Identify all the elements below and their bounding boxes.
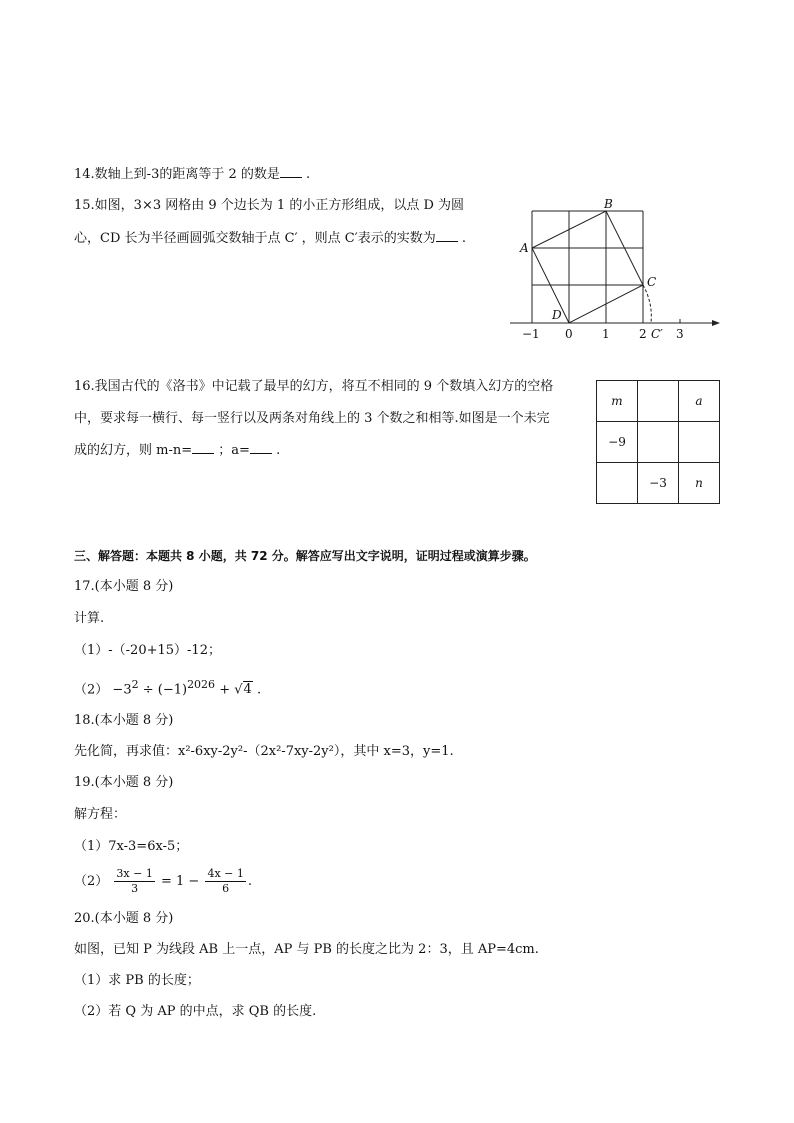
tick-label: 0 [565,327,573,341]
tick-label: −1 [522,327,540,341]
question-14 [74,165,310,184]
q18-head: 18.(本小题 8 分) [74,713,174,728]
q14-text: 14.数轴上到-3的距离等于 2 的数是 [74,167,280,182]
square-abcd [532,211,643,323]
numerator: 4x − 1 [207,867,244,880]
grid-number-line-figure [508,195,724,345]
q15-line1: 15.如图，3×3 网格由 9 个边长为 1 的小正方形组成，以点 D 为圆 [74,198,465,213]
part-label: （2） [74,682,109,698]
radicand: 4 [243,682,252,698]
q20-part2: （2）若 Q 为 AP 的中点，求 QB 的长度. [74,1004,317,1019]
magic-cell: n [679,463,720,504]
q16-line3b: ；a= [218,443,250,458]
q17-head: 17.(本小题 8 分) [74,579,174,594]
numerator: 3x − 1 [116,867,153,880]
label-A: A [520,241,529,255]
exponent: 2026 [187,678,216,691]
magic-cell [638,381,679,422]
axis-arrow-icon [712,320,720,326]
q16-line1: 16.我国古代的《洛书》中记载了最早的幻方，将互不相同的 9 个数填入幻方的空格 [74,379,554,394]
magic-cell [597,463,638,504]
tick-label: 2 [639,327,647,341]
q20-head: 20.(本小题 8 分) [74,911,174,926]
period: . [256,682,262,698]
answer-blank [250,441,272,454]
q17-part1: （1）-（-20+15）-12； [74,643,221,658]
magic-cell: a [679,381,720,422]
q17-intro: 计算. [74,611,105,626]
denominator: 3 [131,882,139,895]
math: = 1 − [160,874,200,889]
q20-part1: （1）求 PB 的长度； [74,973,200,988]
q18-text: 先化简，再求值：x²-6xy-2y²-（2x²-7xy-2y²），其中 x=3，y=1. [74,744,454,759]
answer-blank [280,165,302,178]
q19-part1: （1）7x-3=6x-5； [74,839,189,854]
question-16-line3 [74,441,280,460]
magic-cell: −3 [638,463,679,504]
magic-square [596,380,720,504]
q20-text: 如图，已知 P 为线段 AB 上一点，AP 与 PB 的长度之比为 2：3，且 AP=4cm. [74,942,539,957]
fraction [114,867,154,896]
section-3-heading: 三、解答题：本题共 8 小题，共 72 分。解答应写出文字说明，证明过程或演算步骤。 [74,549,536,563]
q15-tail: . [461,231,466,246]
exponent: 2 [131,678,139,691]
q15-line2: 心，CD 长为半径画圆弧交数轴于点 C′ ，则点 C′表示的实数为 [74,231,436,246]
magic-cell [638,422,679,463]
period: . [247,874,253,889]
math: ÷ (−1) [138,682,188,698]
magic-cell: −9 [597,422,638,463]
arc-dashed [643,285,651,323]
label-C: C [647,275,657,289]
magic-cell: m [597,381,638,422]
q16-line3a: 成的幻方，则 m-n= [74,443,193,458]
tick-label: 3 [676,327,684,341]
label-B: B [604,197,613,211]
q19-head: 19.(本小题 8 分) [74,775,174,790]
math: −3 [112,682,132,698]
q16-tail: . [276,443,281,458]
denominator: 6 [222,882,230,895]
q17-part2 [74,676,261,699]
tick-label: 1 [602,327,610,341]
fraction [205,867,245,896]
math: + √ [215,682,243,698]
part-label: （2） [74,874,109,889]
q19-intro: 解方程： [74,807,127,822]
label-C-prime: C′ [651,327,663,341]
label-D: D [552,308,562,322]
q14-tail: . [306,167,311,182]
magic-cell [679,422,720,463]
q16-line2: 中，要求每一横行、每一竖行以及两条对角线上的 3 个数之和相等.如图是一个未完 [74,411,550,426]
answer-blank [192,441,214,454]
answer-blank [436,229,458,242]
q19-part2 [74,866,252,898]
question-15-line2 [74,229,466,248]
